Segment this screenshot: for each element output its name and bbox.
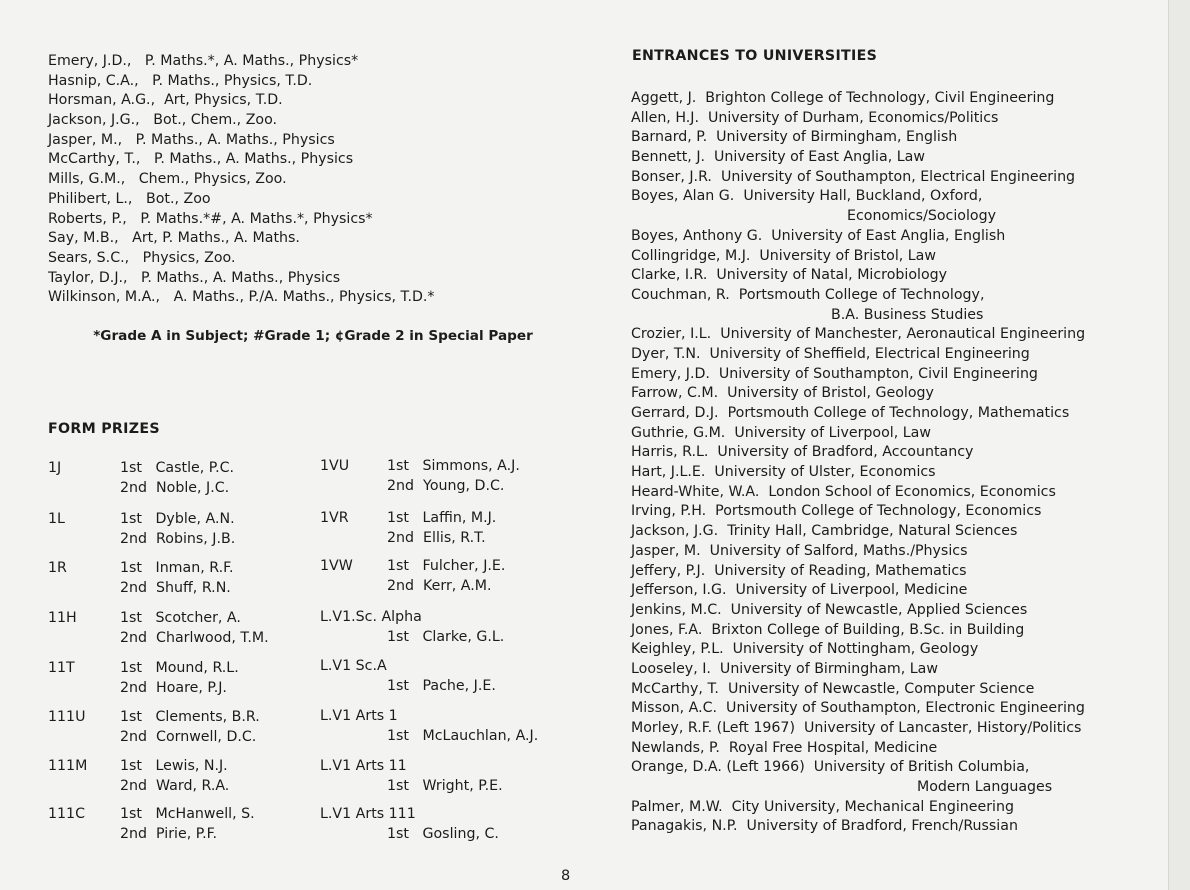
university-entrance-line: Jefferson, I.G. University of Liverpool, Medicine bbox=[631, 582, 968, 599]
university-entrance-line: Allen, H.J. University of Durham, Economics/Politics bbox=[631, 109, 999, 126]
university-entrance-line: Barnard, P. University of Birmingham, English bbox=[631, 129, 958, 146]
form-name: 1VU bbox=[320, 458, 350, 474]
form-name: L.V1 Sc.A bbox=[320, 658, 387, 674]
university-entrance-line: Morley, R.F. (Left 1967) University of Lancaster, History/Politics bbox=[631, 720, 1082, 736]
exam-result-line: Taylor, D.J., P. Maths., A. Maths., Physics bbox=[48, 269, 341, 286]
university-entrance-line: Jenkins, M.C. University of Newcastle, Applied Sciences bbox=[631, 601, 1028, 618]
form-name: L.V1 Arts 1 bbox=[320, 708, 398, 724]
second-prize: 2nd Noble, J.C. bbox=[120, 479, 230, 496]
exam-result-line: Hasnip, C.A., P. Maths., Physics, T.D. bbox=[48, 72, 313, 89]
second-prize: 2nd Robins, J.B. bbox=[120, 530, 236, 547]
second-prize: 2nd Young, D.C. bbox=[387, 477, 505, 494]
first-prize: 1st Wright, P.E. bbox=[387, 777, 503, 794]
second-prize: 2nd Pirie, P.F. bbox=[120, 825, 217, 842]
second-prize: 2nd Ward, R.A. bbox=[120, 777, 230, 794]
university-entrance-line: Panagakis, N.P. University of Bradford, French/Russian bbox=[631, 818, 1018, 835]
exam-result-line: Mills, G.M., Chem., Physics, Zoo. bbox=[48, 171, 287, 188]
first-prize: 1st Pache, J.E. bbox=[387, 677, 496, 694]
university-entrance-line: Newlands, P. Royal Free Hospital, Medicine bbox=[631, 739, 938, 756]
first-prize: 1st Castle, P.C. bbox=[120, 460, 235, 476]
university-entrance-line: Misson, A.C. University of Southampton, Electronic Engineering bbox=[631, 700, 1085, 717]
form-name: 1L bbox=[48, 511, 65, 527]
second-prize: 2nd Shuff, R.N. bbox=[120, 579, 231, 596]
university-entrance-line: Jeffery, P.J. University of Reading, Mathematics bbox=[631, 562, 967, 579]
university-entrance-line: Farrow, C.M. University of Bristol, Geology bbox=[631, 385, 934, 402]
university-entrance-line: McCarthy, T. University of Newcastle, Computer Science bbox=[631, 680, 1035, 697]
first-prize: 1st Laffin, M.J. bbox=[387, 510, 497, 526]
first-prize: 1st Simmons, A.J. bbox=[387, 458, 520, 474]
form-name: L.V1 Arts 111 bbox=[320, 806, 416, 822]
university-entrance-line: Boyes, Alan G. University Hall, Buckland, Oxford, bbox=[631, 188, 983, 205]
university-entrance-line: Couchman, R. Portsmouth College of Technology, bbox=[631, 286, 985, 303]
second-prize: 2nd Kerr, A.M. bbox=[387, 577, 492, 594]
exam-result-line: Jasper, M., P. Maths., A. Maths., Physics bbox=[48, 131, 335, 148]
exam-result-line: Philibert, L., Bot., Zoo bbox=[48, 190, 211, 207]
exam-results-list bbox=[48, 52, 608, 308]
exam-result-line: Horsman, A.G., Art, Physics, T.D. bbox=[48, 92, 283, 109]
university-entrance-line: Economics/Sociology bbox=[847, 208, 996, 225]
university-entrance-line: Harris, R.L. University of Bradford, Accountancy bbox=[631, 444, 974, 461]
universities-heading: ENTRANCES TO UNIVERSITIES bbox=[632, 48, 878, 64]
university-entrance-line: Guthrie, G.M. University of Liverpool, Law bbox=[631, 424, 931, 441]
university-entrance-line: Aggett, J. Brighton College of Technology, Civil Engineering bbox=[631, 90, 1055, 106]
university-entrance-line: Irving, P.H. Portsmouth College of Technology, Economics bbox=[631, 503, 1042, 520]
university-entrance-line: Keighley, P.L. University of Nottingham, Geology bbox=[631, 641, 979, 658]
form-name: 111C bbox=[48, 806, 85, 822]
first-prize: 1st Scotcher, A. bbox=[120, 610, 241, 626]
second-prize: 2nd Ellis, R.T. bbox=[387, 529, 486, 546]
second-prize: 2nd Hoare, P.J. bbox=[120, 679, 227, 696]
first-prize: 1st Clements, B.R. bbox=[120, 709, 260, 725]
form-name: 111U bbox=[48, 709, 86, 725]
first-prize: 1st Clarke, G.L. bbox=[387, 628, 505, 645]
form-name: 1VR bbox=[320, 510, 349, 526]
university-entrance-line: Clarke, I.R. University of Natal, Microbiology bbox=[631, 267, 948, 284]
exam-result-line: McCarthy, T., P. Maths., A. Maths., Physics bbox=[48, 151, 354, 168]
form-prizes-heading: FORM PRIZES bbox=[48, 421, 160, 437]
first-prize: 1st Lewis, N.J. bbox=[120, 758, 228, 774]
form-name: 1J bbox=[48, 460, 62, 476]
university-entrance-line: Jasper, M. University of Salford, Maths./Physics bbox=[631, 542, 968, 559]
form-name: L.V1 Arts 11 bbox=[320, 758, 407, 774]
page-number: 8 bbox=[561, 868, 571, 884]
university-entrance-line: Looseley, I. University of Birmingham, Law bbox=[631, 660, 938, 677]
university-entrance-line: Palmer, M.W. City University, Mechanical Engineering bbox=[631, 798, 1014, 815]
university-entrance-line: Emery, J.D. University of Southampton, Civil Engineering bbox=[631, 365, 1038, 382]
university-entrance-line: Bonser, J.R. University of Southampton, Electrical Engineering bbox=[631, 168, 1076, 185]
form-name: 1R bbox=[48, 560, 67, 576]
university-entrance-line: Collingridge, M.J. University of Bristol, Law bbox=[631, 247, 936, 264]
university-entrance-line: Gerrard, D.J. Portsmouth College of Technology, Mathematics bbox=[631, 405, 1070, 421]
first-prize: 1st McHanwell, S. bbox=[120, 806, 255, 822]
university-entrance-line: Modern Languages bbox=[917, 779, 1053, 796]
university-entrance-line: Crozier, I.L. University of Manchester, Aeronautical Engineering bbox=[631, 326, 1086, 343]
university-entrance-line: Orange, D.A. (Left 1966) University of British Columbia, bbox=[631, 759, 1030, 776]
university-entrance-line: Dyer, T.N. University of Sheffield, Electrical Engineering bbox=[631, 345, 1030, 362]
exam-result-line: Sears, S.C., Physics, Zoo. bbox=[48, 249, 236, 266]
first-prize: 1st Gosling, C. bbox=[387, 825, 499, 842]
second-prize: 2nd Cornwell, D.C. bbox=[120, 728, 257, 745]
exam-result-line: Say, M.B., Art, P. Maths., A. Maths. bbox=[48, 230, 300, 247]
exam-result-line: Emery, J.D., P. Maths.*, A. Maths., Physics* bbox=[48, 53, 359, 69]
exam-result-line: Wilkinson, M.A., A. Maths., P./A. Maths., Physics, T.D.* bbox=[48, 289, 435, 306]
first-prize: 1st Mound, R.L. bbox=[120, 660, 239, 676]
university-entrance-line: Boyes, Anthony G. University of East Anglia, English bbox=[631, 227, 1006, 244]
form-name: 1VW bbox=[320, 558, 353, 574]
first-prize: 1st McLauchlan, A.J. bbox=[387, 727, 539, 744]
university-entrance-line: Heard-White, W.A. London School of Economics, Economics bbox=[631, 483, 1056, 500]
university-entrance-line: Jackson, J.G. Trinity Hall, Cambridge, Natural Sciences bbox=[631, 523, 1018, 540]
adjacent-page-edge bbox=[1168, 0, 1190, 890]
university-entrance-line: Jones, F.A. Brixton College of Building, B.Sc. in Building bbox=[631, 621, 1025, 638]
second-prize: 2nd Charlwood, T.M. bbox=[120, 629, 269, 646]
form-name: L.V1.Sc. Alpha bbox=[320, 609, 422, 625]
university-entrance-line: Bennett, J. University of East Anglia, Law bbox=[631, 149, 925, 166]
first-prize: 1st Inman, R.F. bbox=[120, 560, 234, 576]
exam-result-line: Roberts, P., P. Maths.*#, A. Maths.*, Physics* bbox=[48, 210, 373, 227]
form-name: 11T bbox=[48, 660, 75, 676]
form-name: 111M bbox=[48, 758, 88, 774]
university-entrance-line: Hart, J.L.E. University of Ulster, Economics bbox=[631, 464, 936, 481]
first-prize: 1st Dyble, A.N. bbox=[120, 511, 235, 527]
university-entrances-list bbox=[631, 89, 1161, 837]
university-entrance-line: B.A. Business Studies bbox=[831, 306, 984, 323]
grade-legend: *Grade A in Subject; #Grade 1; ¢Grade 2 in Special Paper bbox=[93, 328, 533, 344]
form-name: 11H bbox=[48, 610, 77, 626]
first-prize: 1st Fulcher, J.E. bbox=[387, 558, 506, 574]
exam-result-line: Jackson, J.G., Bot., Chem., Zoo. bbox=[48, 112, 278, 129]
